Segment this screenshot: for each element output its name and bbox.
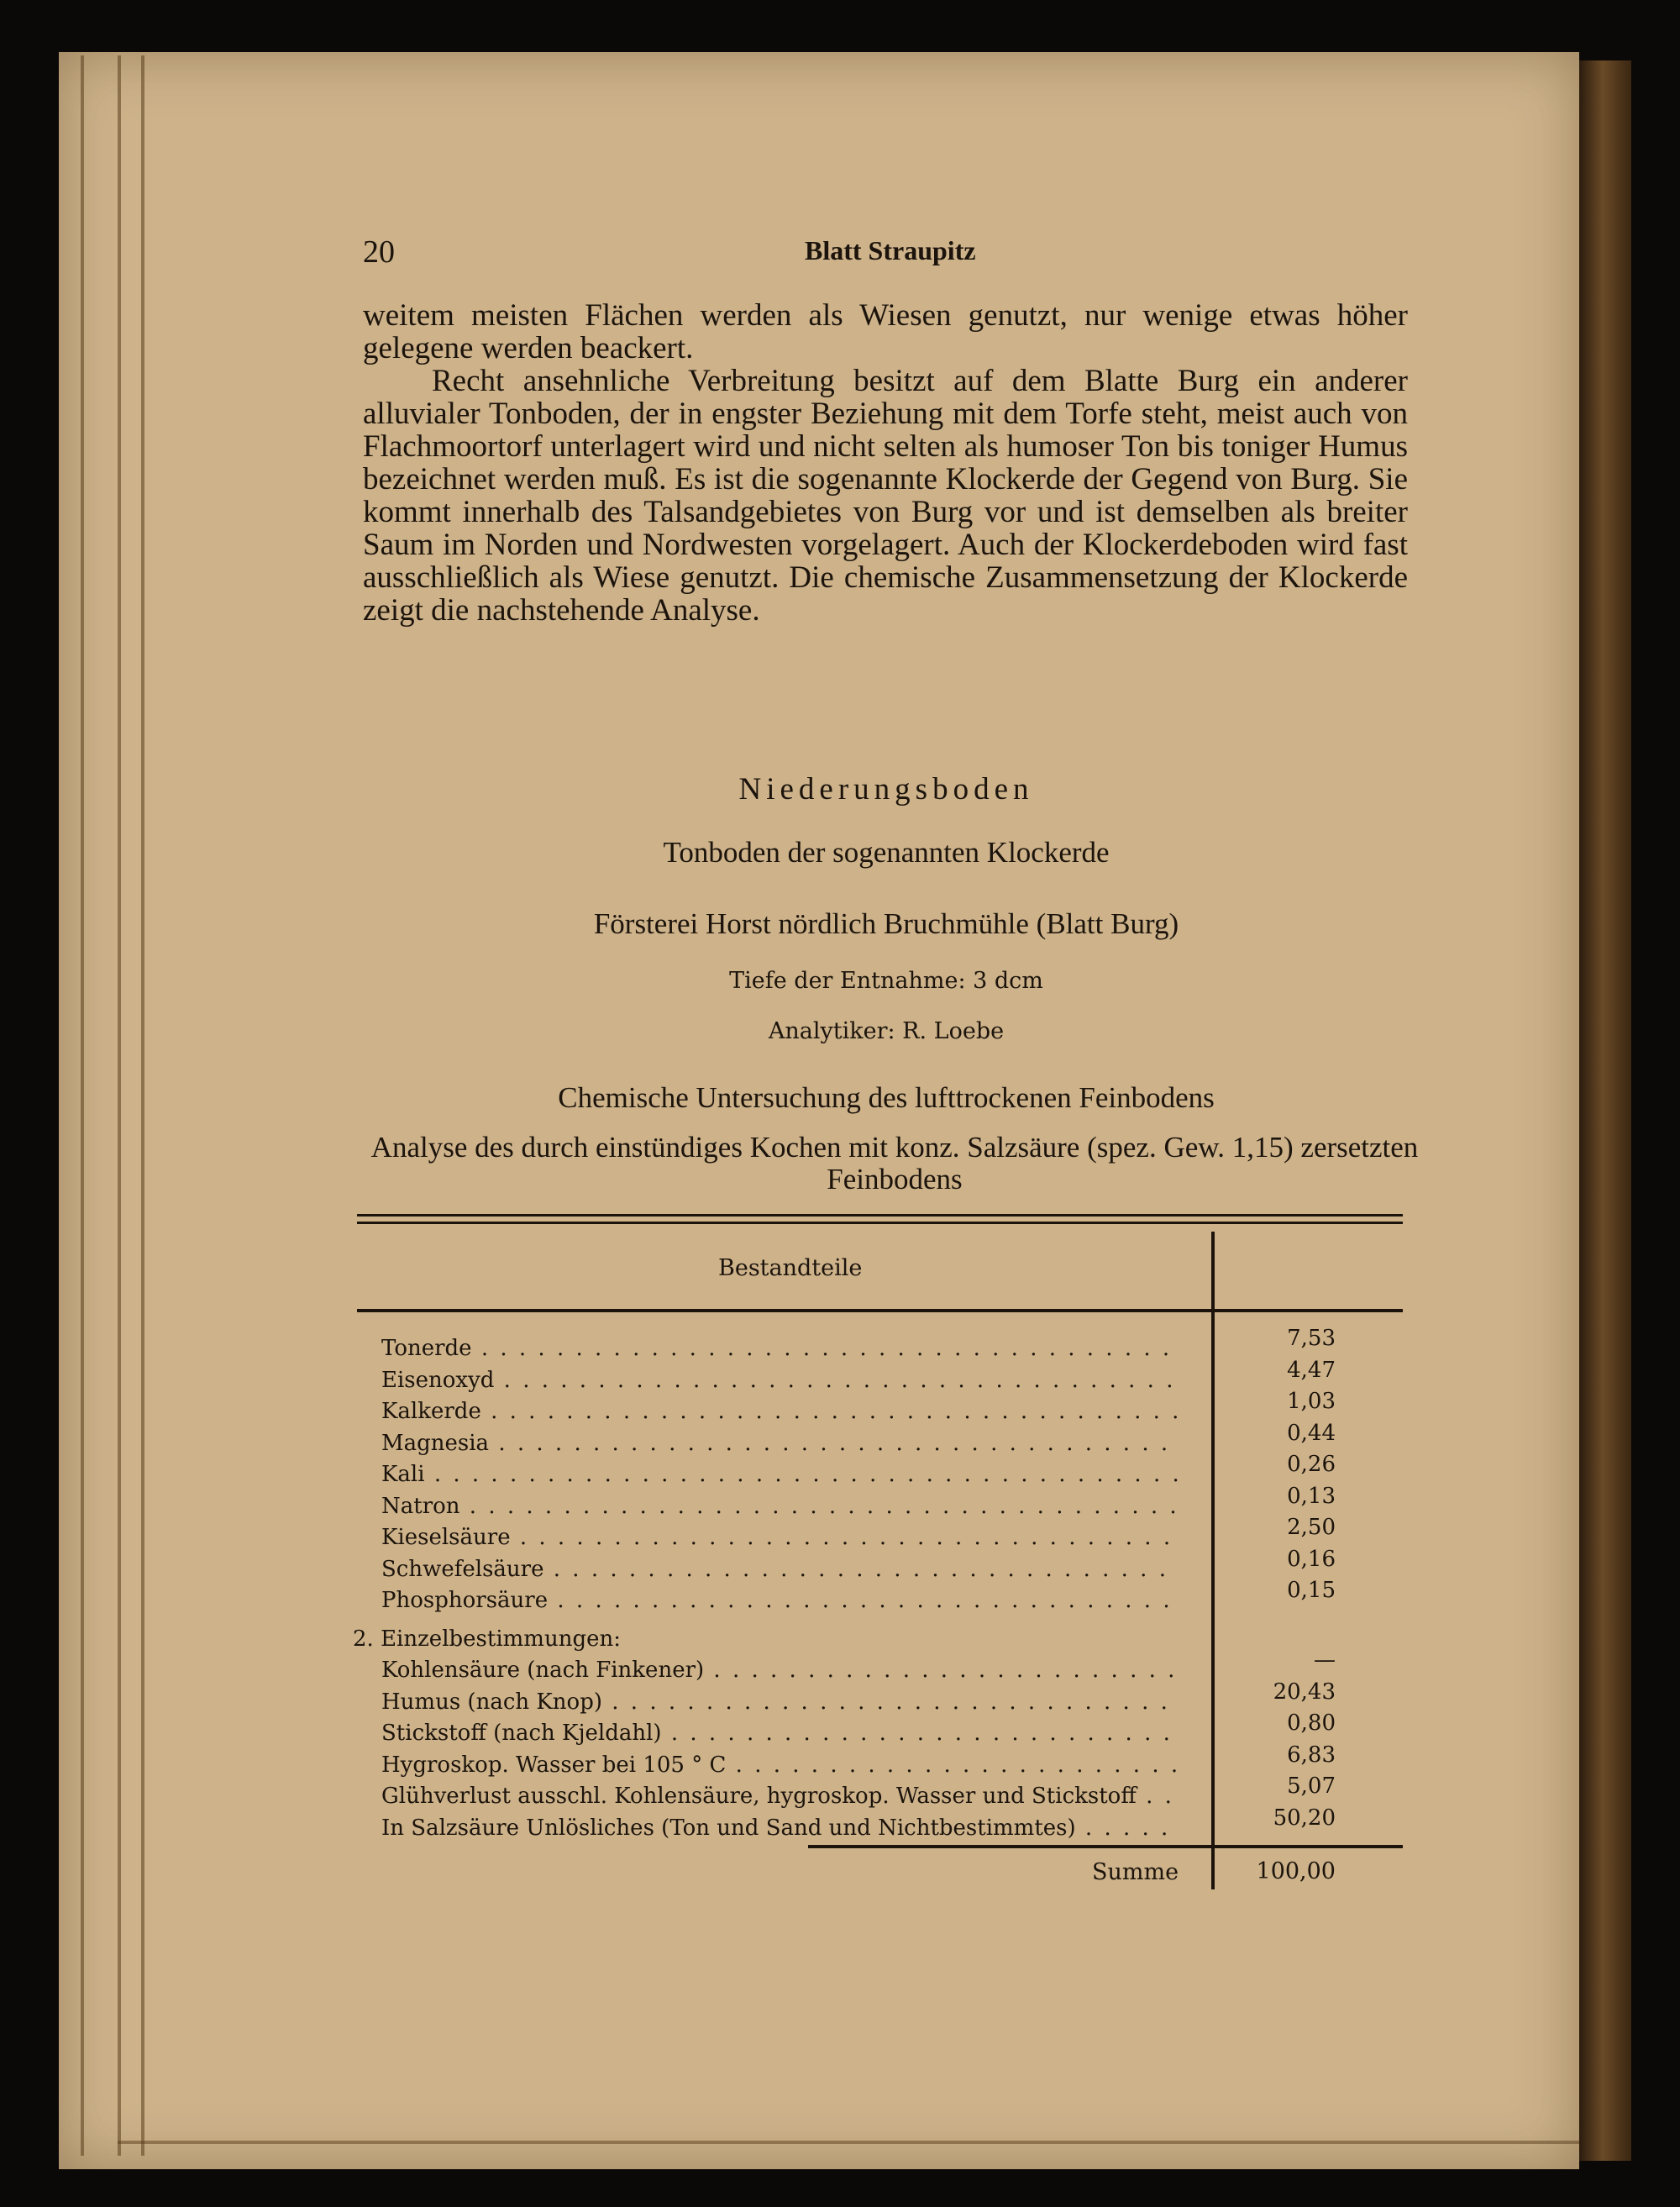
sum-label: Summe	[1092, 1859, 1179, 1885]
table-row-label: Stickstoff (nach Kjeldahl) . . .	[381, 1721, 1179, 1746]
table-row-label: Kali . . .	[381, 1462, 1179, 1487]
table-row-value: 5,07	[1287, 1773, 1336, 1799]
sum-rule	[808, 1845, 1403, 1848]
page-number: 20	[363, 234, 395, 270]
table-row-value: 4,47	[1287, 1357, 1336, 1383]
examination-title: Chemische Untersuchung des lufttrockenen Feinbodens	[558, 1081, 1215, 1114]
table-row-label: Kalkerde . . .	[381, 1399, 1179, 1424]
table-row-label: Tonerde . . .	[381, 1336, 1179, 1361]
table-row-label: Schwefelsäure . . .	[381, 1557, 1179, 1582]
table-row-label: Phosphorsäure . . .	[381, 1588, 1179, 1613]
table-row-label: Kohlensäure (nach Finkener) . . .	[381, 1658, 1179, 1683]
table-row-label: Magnesia . . .	[381, 1431, 1179, 1456]
table-row-value: —	[1314, 1647, 1336, 1673]
table-row-value: 50,20	[1273, 1805, 1336, 1831]
sample-depth: Tiefe der Entnahme: 3 dcm	[729, 968, 1043, 994]
body-paragraph: weitem meisten Flächen werden als Wiesen genutzt, nur wenige etwas höher gelegene werden beackert.	[363, 298, 1408, 365]
table-row-value: 0,80	[1287, 1710, 1336, 1736]
table-row-value: 6,83	[1287, 1742, 1336, 1768]
table-row-label: Natron . . .	[381, 1494, 1179, 1519]
table-row-label: In Salzsäure Unlösliches (Ton und Sand und Nichtbestimmtes) . . .	[381, 1816, 1179, 1841]
table-row-label: Kieselsäure . . .	[381, 1525, 1179, 1550]
table-row-value: 1,03	[1287, 1389, 1336, 1414]
table-row-value: 2,50	[1287, 1515, 1336, 1540]
table-row-label: Glühverlust ausschl. Kohlensäure, hygroskop. Wasser und Stickstoff . . .	[381, 1784, 1179, 1809]
analysis-title: Analyse des durch einstündiges Kochen mit konz. Salzsäure (spez. Gew. 1,15) zersetzten Feinbodens	[370, 1131, 1419, 1195]
page-edge	[118, 55, 121, 2156]
body-paragraph: Recht ansehnliche Verbreitung besitzt auf dem Blatte Burg ein anderer alluvialer Tonboden, der in engster Beziehung mit dem Torfe steht, meist auch von Flachmoortorf unterlagert wird und nicht selten als humoser Ton bis toniger Humus bezeichnet werden muß. Es ist die sogenannte Klockerde der Gegend von Burg. Sie kommt innerhalb des Talsandgebietes von Burg vor und ist demselben als breiter Saum im Norden und Nordwesten vorgelagert. Auch der Klockerdeboden wird fast ausschließlich als Wiese genutzt. Die chemische Zusammensetzung der Klockerde zeigt die nachstehende Analyse.	[363, 364, 1408, 628]
table-row-label: Eisenoxyd . . .	[381, 1368, 1179, 1393]
table-column-header: Bestandteile	[718, 1255, 863, 1281]
table-column-divider	[1211, 1232, 1215, 1887]
section-title: Niederungsboden	[738, 772, 1034, 807]
sample-location: Försterei Horst nördlich Bruchmühle (Blatt Burg)	[593, 907, 1179, 940]
page-edge	[118, 2141, 1579, 2144]
table-rule	[357, 1222, 1403, 1224]
table-row-value: 7,53	[1287, 1326, 1336, 1351]
table-row-value: 0,44	[1287, 1420, 1336, 1446]
table-rule	[357, 1309, 1403, 1312]
table-row-value: 0,15	[1287, 1578, 1336, 1603]
table-column-divider	[1211, 1858, 1215, 1889]
analyst: Analytiker: R. Loebe	[768, 1018, 1005, 1044]
table-row-label: 2. Einzelbestimmungen:	[353, 1626, 621, 1652]
table-row-value: 0,26	[1287, 1452, 1336, 1477]
running-title: Blatt Straupitz	[805, 235, 976, 265]
table-row-value: 20,43	[1273, 1679, 1336, 1705]
table-row-label: Humus (nach Knop) . . .	[381, 1689, 1179, 1715]
table-rule	[357, 1214, 1403, 1216]
table-row-label: Hygroskop. Wasser bei 105 ° C . . .	[381, 1752, 1179, 1778]
table-row-value: 0,16	[1287, 1546, 1336, 1572]
table-row-value: 0,13	[1287, 1483, 1336, 1509]
book-spine	[1579, 60, 1631, 2161]
analysis-subtitle: Tonboden der sogenannten Klockerde	[663, 836, 1110, 869]
page-edge	[81, 55, 84, 2156]
page-edge	[141, 55, 144, 2156]
sum-value: 100,00	[1256, 1858, 1336, 1884]
